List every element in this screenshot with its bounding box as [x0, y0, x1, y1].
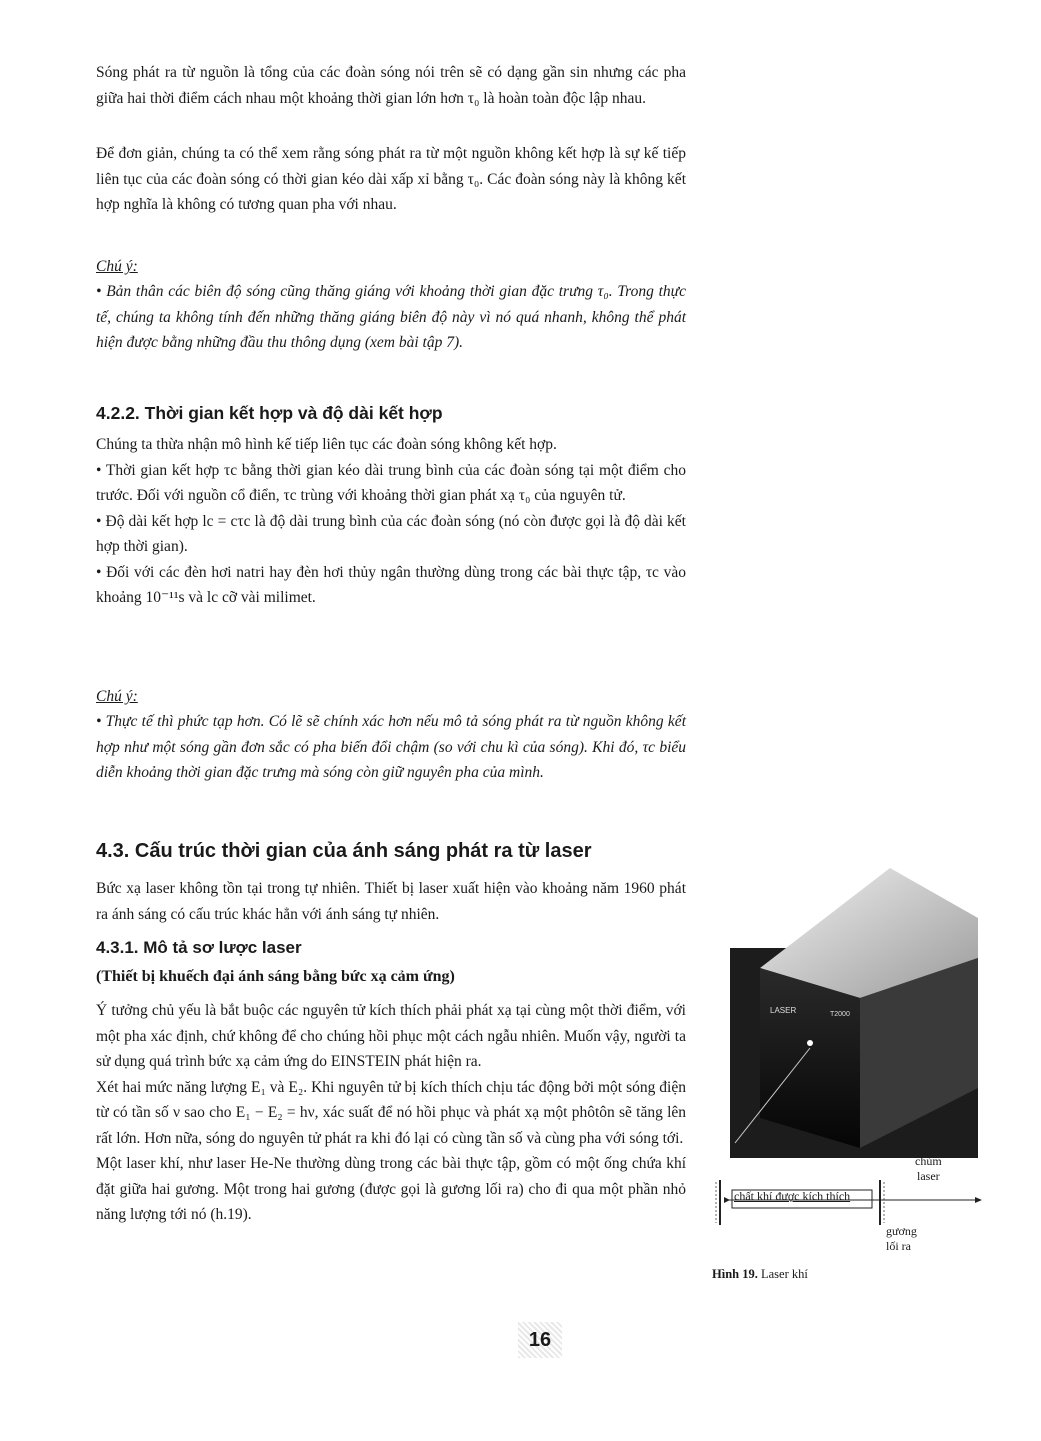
caption-bold: Hình 19.	[712, 1267, 758, 1281]
note2-text: • Thực tế thì phức tạp hơn. Có lẽ sẽ chính xác hơn nếu mô tả sóng phát ra từ nguồn không kết hợp như một sóng gần đơn sắc có pha biến đổi chậm (so với chu kì của sóng). Khi đó, τc biểu diễn khoảng thời gian đặc trưng mà sóng còn giữ nguyên pha của mình.	[96, 713, 686, 781]
beam-label-1: chùm	[915, 1154, 942, 1168]
paragraph-4	[96, 876, 686, 927]
laser-device-icon	[730, 848, 978, 1158]
heading-4-3-1: 4.3.1. Mô tả sơ lược laser	[96, 938, 302, 957]
caption-text: Laser khí	[760, 1267, 808, 1281]
para7-text: Một laser khí, như laser He-Ne thường dùng trong các bài thực tập, gồm có một ống chứa khí đặt giữa hai gương. Một trong hai gương (được gọi là gương lối ra) cho đi qua một phần nhỏ năng lượng tới nó (h.19).	[96, 1155, 686, 1223]
laser-photo	[730, 848, 978, 1158]
bullet-1: • Thời gian kết hợp τc bằng thời gian kéo dài trung bình của các đoàn sóng tại một điểm cho trước. Đối với nguồn cổ điển, τc trùng với khoảng thời gian phát xạ τ₀ của nguyên tử.	[96, 461, 686, 504]
heading-4-2-2: 4.2.2. Thời gian kết hợp và độ dài kết hợp	[96, 403, 443, 423]
note1-text: • Bản thân các biên độ sóng cũng thăng giáng với khoảng thời gian đặc trưng τ₀. Trong thực tế, chúng ta không tính đến những thăng giáng biên độ này vì nó quá nhanh, không thể phát hiện được bằng những đầu thu thông dụng (xem bài tập 7).	[96, 283, 686, 351]
page-number: 16	[518, 1322, 562, 1358]
laser-schematic	[710, 1150, 990, 1260]
device-model: T2000	[830, 1011, 850, 1018]
paragraph-2	[96, 141, 686, 218]
mirror-label-1: gương	[886, 1224, 917, 1238]
beam-label-2: laser	[917, 1169, 940, 1183]
note-2	[96, 684, 686, 786]
note2-label: Chú ý:	[96, 688, 138, 705]
section-4-2-2-body	[96, 432, 686, 611]
para1-text: Sóng phát ra từ nguồn là tổng của các đoàn sóng nói trên sẽ có dạng gần sin nhưng các pha giữa hai thời điểm cách nhau một khoảng thời gian lớn hơn τ₀ là hoàn toàn độc lập nhau.	[96, 64, 686, 107]
mirror-label-2: lối ra	[886, 1239, 911, 1253]
heading-4-3: 4.3. Cấu trúc thời gian của ánh sáng phát ra từ laser	[96, 840, 592, 862]
paragraph-1	[96, 60, 686, 111]
laser-tube-diagram	[710, 1150, 990, 1260]
tube-label: chất khí được kích thích	[734, 1189, 851, 1203]
para2-text: Để đơn giản, chúng ta có thể xem rằng sóng phát ra từ một nguồn không kết hợp là sự kế tiếp liên tục của các đoàn sóng có thời gian kéo dài xấp xỉ bằng τ₀. Các đoàn sóng này là không kết hợp nghĩa là không có tương quan pha với nhau.	[96, 145, 686, 213]
device-label: LASER	[770, 1006, 797, 1015]
para4-text: Bức xạ laser không tồn tại trong tự nhiên. Thiết bị laser xuất hiện vào khoảng năm 1960 phát ra ánh sáng có cấu trúc khác hẳn với ánh sáng tự nhiên.	[96, 880, 686, 923]
para3-text: Chúng ta thừa nhận mô hình kế tiếp liên tục các đoàn sóng không kết hợp.	[96, 436, 557, 453]
bullet-3: • Đối với các đèn hơi natri hay đèn hơi thủy ngân thường dùng trong các bài thực tập, τc vào khoảng 10⁻¹¹s và lc cỡ vài milimet.	[96, 563, 686, 606]
subheading: (Thiết bị khuếch đại ánh sáng bằng bức xạ cảm ứng)	[96, 968, 455, 985]
figure-caption	[712, 1267, 808, 1282]
bullet-2: • Độ dài kết hợp lc = cτc là độ dài trung bình của các đoàn sóng (nó còn được gọi là độ dài kết hợp thời gian).	[96, 512, 686, 555]
para5-text: Ý tưởng chủ yếu là bắt buộc các nguyên tử kích thích phải phát xạ tại cùng một thời điểm, với một pha xác định, chứ không để cho chúng hồi phục một cách ngẫu nhiên. Muốn vậy, người ta sử dụng quá trình bức xạ cảm ứng do EINSTEIN phát hiện ra.	[96, 1002, 686, 1070]
note-1	[96, 254, 686, 356]
note1-label: Chú ý:	[96, 258, 138, 275]
para6-text: Xét hai mức năng lượng E₁ và E₂. Khi nguyên tử bị kích thích chịu tác động bởi một sóng điện từ có tần số ν sao cho E₁ − E₂ = hν, xác suất để nó hồi phục và phát xạ một phôtôn sẽ tăng lên rất lớn. Hơn nữa, sóng do nguyên tử phát ra khi đó lại có cùng tần số và cùng pha với sóng tới.	[96, 1078, 686, 1147]
section-4-3-1-body	[96, 998, 686, 1228]
